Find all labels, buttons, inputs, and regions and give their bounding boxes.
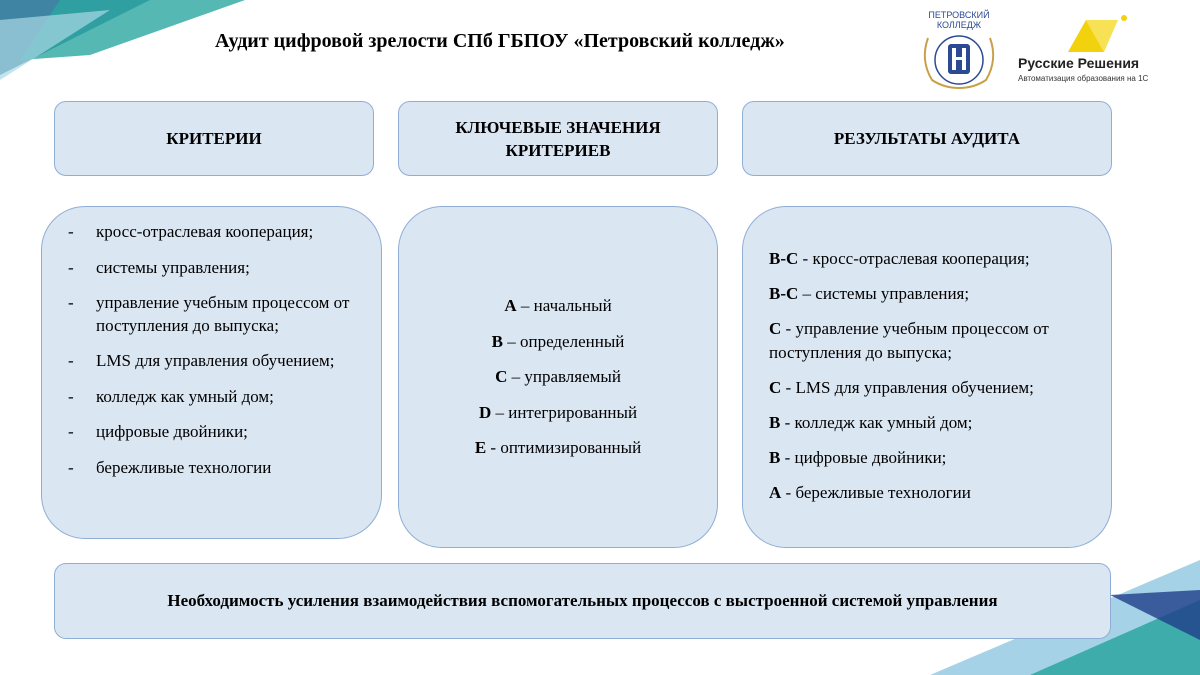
key-value-item <box>399 437 717 473</box>
partner-name: Русские Решения <box>1018 55 1140 71</box>
criteria-header-label: КРИТЕРИИ <box>166 129 262 148</box>
key-values-header-line1: КЛЮЧЕВЫЕ ЗНАЧЕНИЯ <box>455 117 661 137</box>
results-list <box>769 247 1087 516</box>
conclusion-text: Необходимость усиления взаимодействия вспомогательных процессов с выстроенной системой управления <box>167 591 998 610</box>
key-description: – начальный <box>516 296 612 315</box>
list-item: - бережливые технологии <box>68 457 368 480</box>
results-panel <box>742 206 1112 548</box>
key-value-item <box>399 295 717 331</box>
result-text: - бережливые технологии <box>781 483 971 502</box>
key-value-item <box>399 331 717 367</box>
result-text: - кросс-отраслевая кооперация; <box>798 249 1030 268</box>
result-item <box>769 411 1087 435</box>
list-item: - управление учебным процессом от поступления до выпуска; <box>68 292 368 337</box>
result-grade: В <box>769 413 781 432</box>
college-logo <box>918 10 1000 90</box>
results-header-label: РЕЗУЛЬТАТЫ АУДИТА <box>833 129 1021 148</box>
partner-tagline: Автоматизация образования на 1С <box>1018 74 1149 83</box>
key-values-header-line2: КРИТЕРИЕВ <box>505 140 611 160</box>
key-values-header <box>398 101 718 176</box>
list-item: - цифровые двойники; <box>68 421 368 444</box>
list-item: - кросс-отраслевая кооперация; <box>68 221 368 244</box>
result-text: - управление учебным процессом от поступления до выпуска; <box>769 319 1049 362</box>
result-item <box>769 446 1087 470</box>
college-logo-top-text: ПЕТРОВСКИЙ <box>928 10 990 20</box>
key-level: B <box>491 331 503 351</box>
result-text: – системы управления; <box>798 284 970 303</box>
result-text: - колледж как умный дом; <box>780 413 973 432</box>
result-grade: В-С <box>769 284 799 303</box>
key-description: – интегрированный <box>491 402 638 422</box>
key-value-item <box>399 366 717 402</box>
key-level: C <box>495 367 508 386</box>
key-level: A <box>504 296 517 315</box>
slide-title: Аудит цифровой зрелости СПб ГБПОУ «Петровский колледж» <box>215 30 785 52</box>
key-value-item <box>399 402 717 438</box>
list-item: - LMS для управления обучением; <box>68 350 368 373</box>
result-text: - LMS для управления обучением; <box>781 378 1034 397</box>
key-level: E <box>474 438 487 457</box>
partner-logo <box>1018 10 1168 90</box>
criteria-header <box>54 101 374 176</box>
result-item <box>769 282 1087 306</box>
list-item: - колледж как умный дом; <box>68 386 368 409</box>
results-header <box>742 101 1112 176</box>
key-description: - оптимизированный <box>486 438 642 457</box>
conclusion-box <box>54 563 1111 639</box>
result-item <box>769 376 1087 400</box>
result-item <box>769 481 1087 505</box>
key-level: D <box>478 402 492 422</box>
criteria-list <box>68 221 368 492</box>
college-emblem-icon <box>918 30 1000 90</box>
result-grade: С <box>769 378 782 397</box>
result-item <box>769 247 1087 271</box>
criteria-panel <box>41 206 382 539</box>
result-grade: А <box>769 483 782 502</box>
key-description: – управляемый <box>507 367 621 386</box>
key-description: – определенный <box>502 331 625 351</box>
partner-emblem-icon <box>1060 12 1130 54</box>
result-grade: В <box>769 448 781 467</box>
result-text: - цифровые двойники; <box>780 448 947 467</box>
list-item: - системы управления; <box>68 257 368 280</box>
result-item <box>769 317 1087 365</box>
result-grade: С <box>769 319 782 338</box>
college-logo-bottom-text: КОЛЛЕДЖ <box>936 20 982 30</box>
key-values-panel <box>398 206 718 548</box>
result-grade: В-С <box>769 249 799 268</box>
key-values-list <box>399 295 717 473</box>
